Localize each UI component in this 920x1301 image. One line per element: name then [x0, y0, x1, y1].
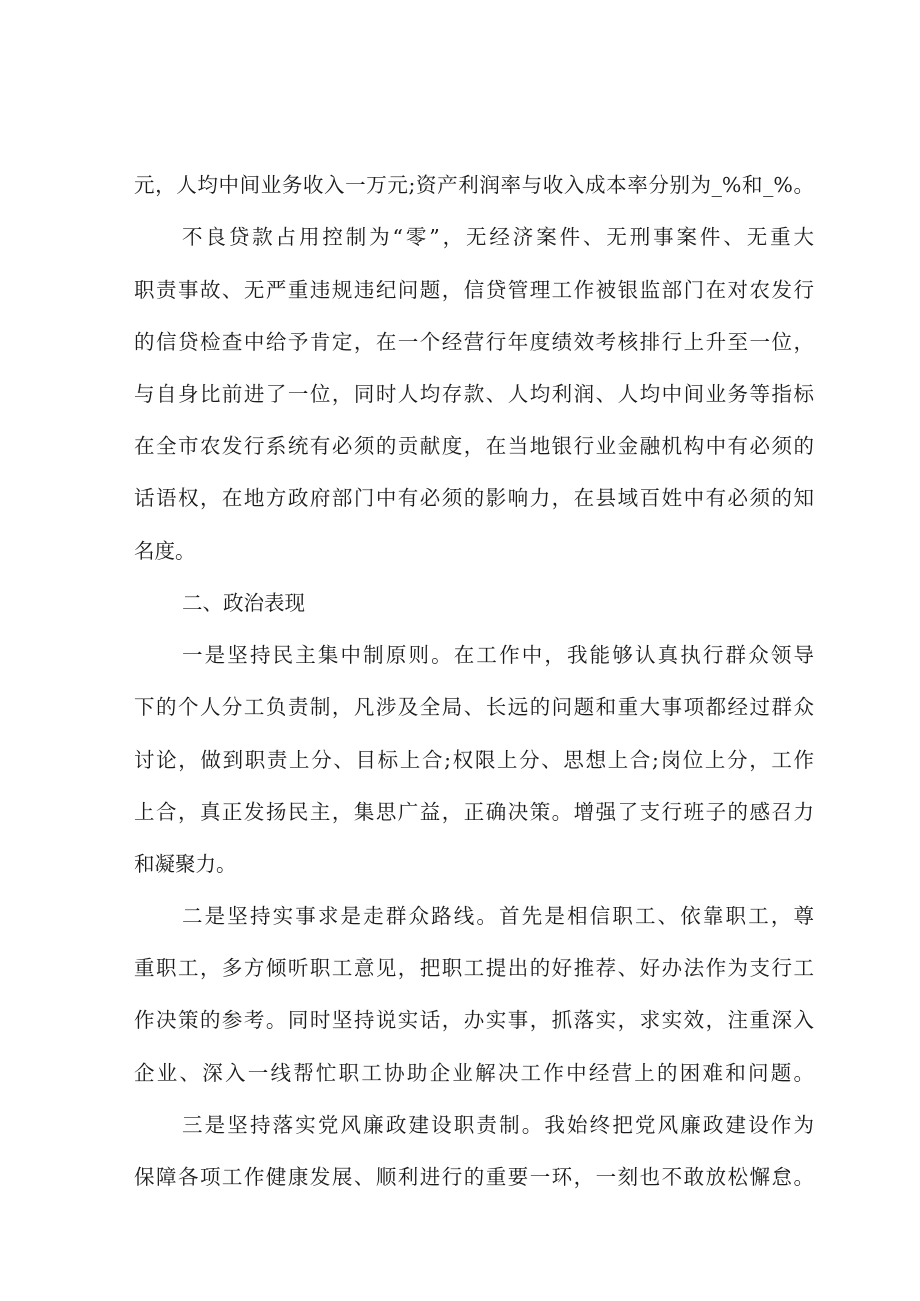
text-line: 职责事故、无严重违规违纪问题，信贷管理工作被银监部门在对农发行: [134, 278, 814, 302]
text-line: 企业、深入一线帮忙职工协助企业解决工作中经营上的困难和问题。: [134, 1061, 814, 1085]
text-line: 名度。: [134, 539, 196, 563]
text-line: 话语权，在地方政府部门中有必须的影响力，在县域百姓中有必须的知: [134, 486, 814, 510]
text-line: 三是坚持落实党风廉政建设职责制。我始终把党风廉政建设作为: [182, 1113, 814, 1137]
text-line: 不良贷款占用控制为“零”，无经济案件、无刑事案件、无重大: [182, 225, 814, 249]
text-line: 二是坚持实事求是走群众路线。首先是相信职工、依靠职工，尊: [182, 904, 814, 928]
text-line: 元，人均中间业务收入一万元;资产利润率与收入成本率分别为_%和_%。: [134, 173, 814, 197]
text-line: 上合，真正发扬民主，集思广益，正确决策。增强了支行班子的感召力: [134, 800, 814, 824]
text-line: 重职工，多方倾听职工意见，把职工提出的好推荐、好办法作为支行工: [134, 956, 814, 980]
text-line: 的信贷检查中给予肯定，在一个经营行年度绩效考核排行上升至一位，: [134, 330, 814, 354]
text-line: 作决策的参考。同时坚持说实话，办实事，抓落实，求实效，注重深入: [134, 1008, 814, 1032]
text-line: 保障各项工作健康发展、顺利进行的重要一环，一刻也不敢放松懈怠。: [134, 1165, 814, 1189]
text-line: 一是坚持民主集中制原则。在工作中，我能够认真执行群众领导: [182, 643, 814, 667]
section-heading: 二、政治表现: [182, 591, 305, 615]
text-line: 与自身比前进了一位，同时人均存款、人均利润、人均中间业务等指标: [134, 382, 814, 406]
text-line: 和凝聚力。: [134, 852, 237, 876]
text-line: 在全市农发行系统有必须的贡献度，在当地银行业金融机构中有必须的: [134, 434, 814, 458]
text-line: 讨论，做到职责上分、目标上合;权限上分、思想上合;岗位上分，工作: [134, 748, 814, 772]
text-line: 下的个人分工负责制，凡涉及全局、长远的问题和重大事项都经过群众: [134, 695, 814, 719]
